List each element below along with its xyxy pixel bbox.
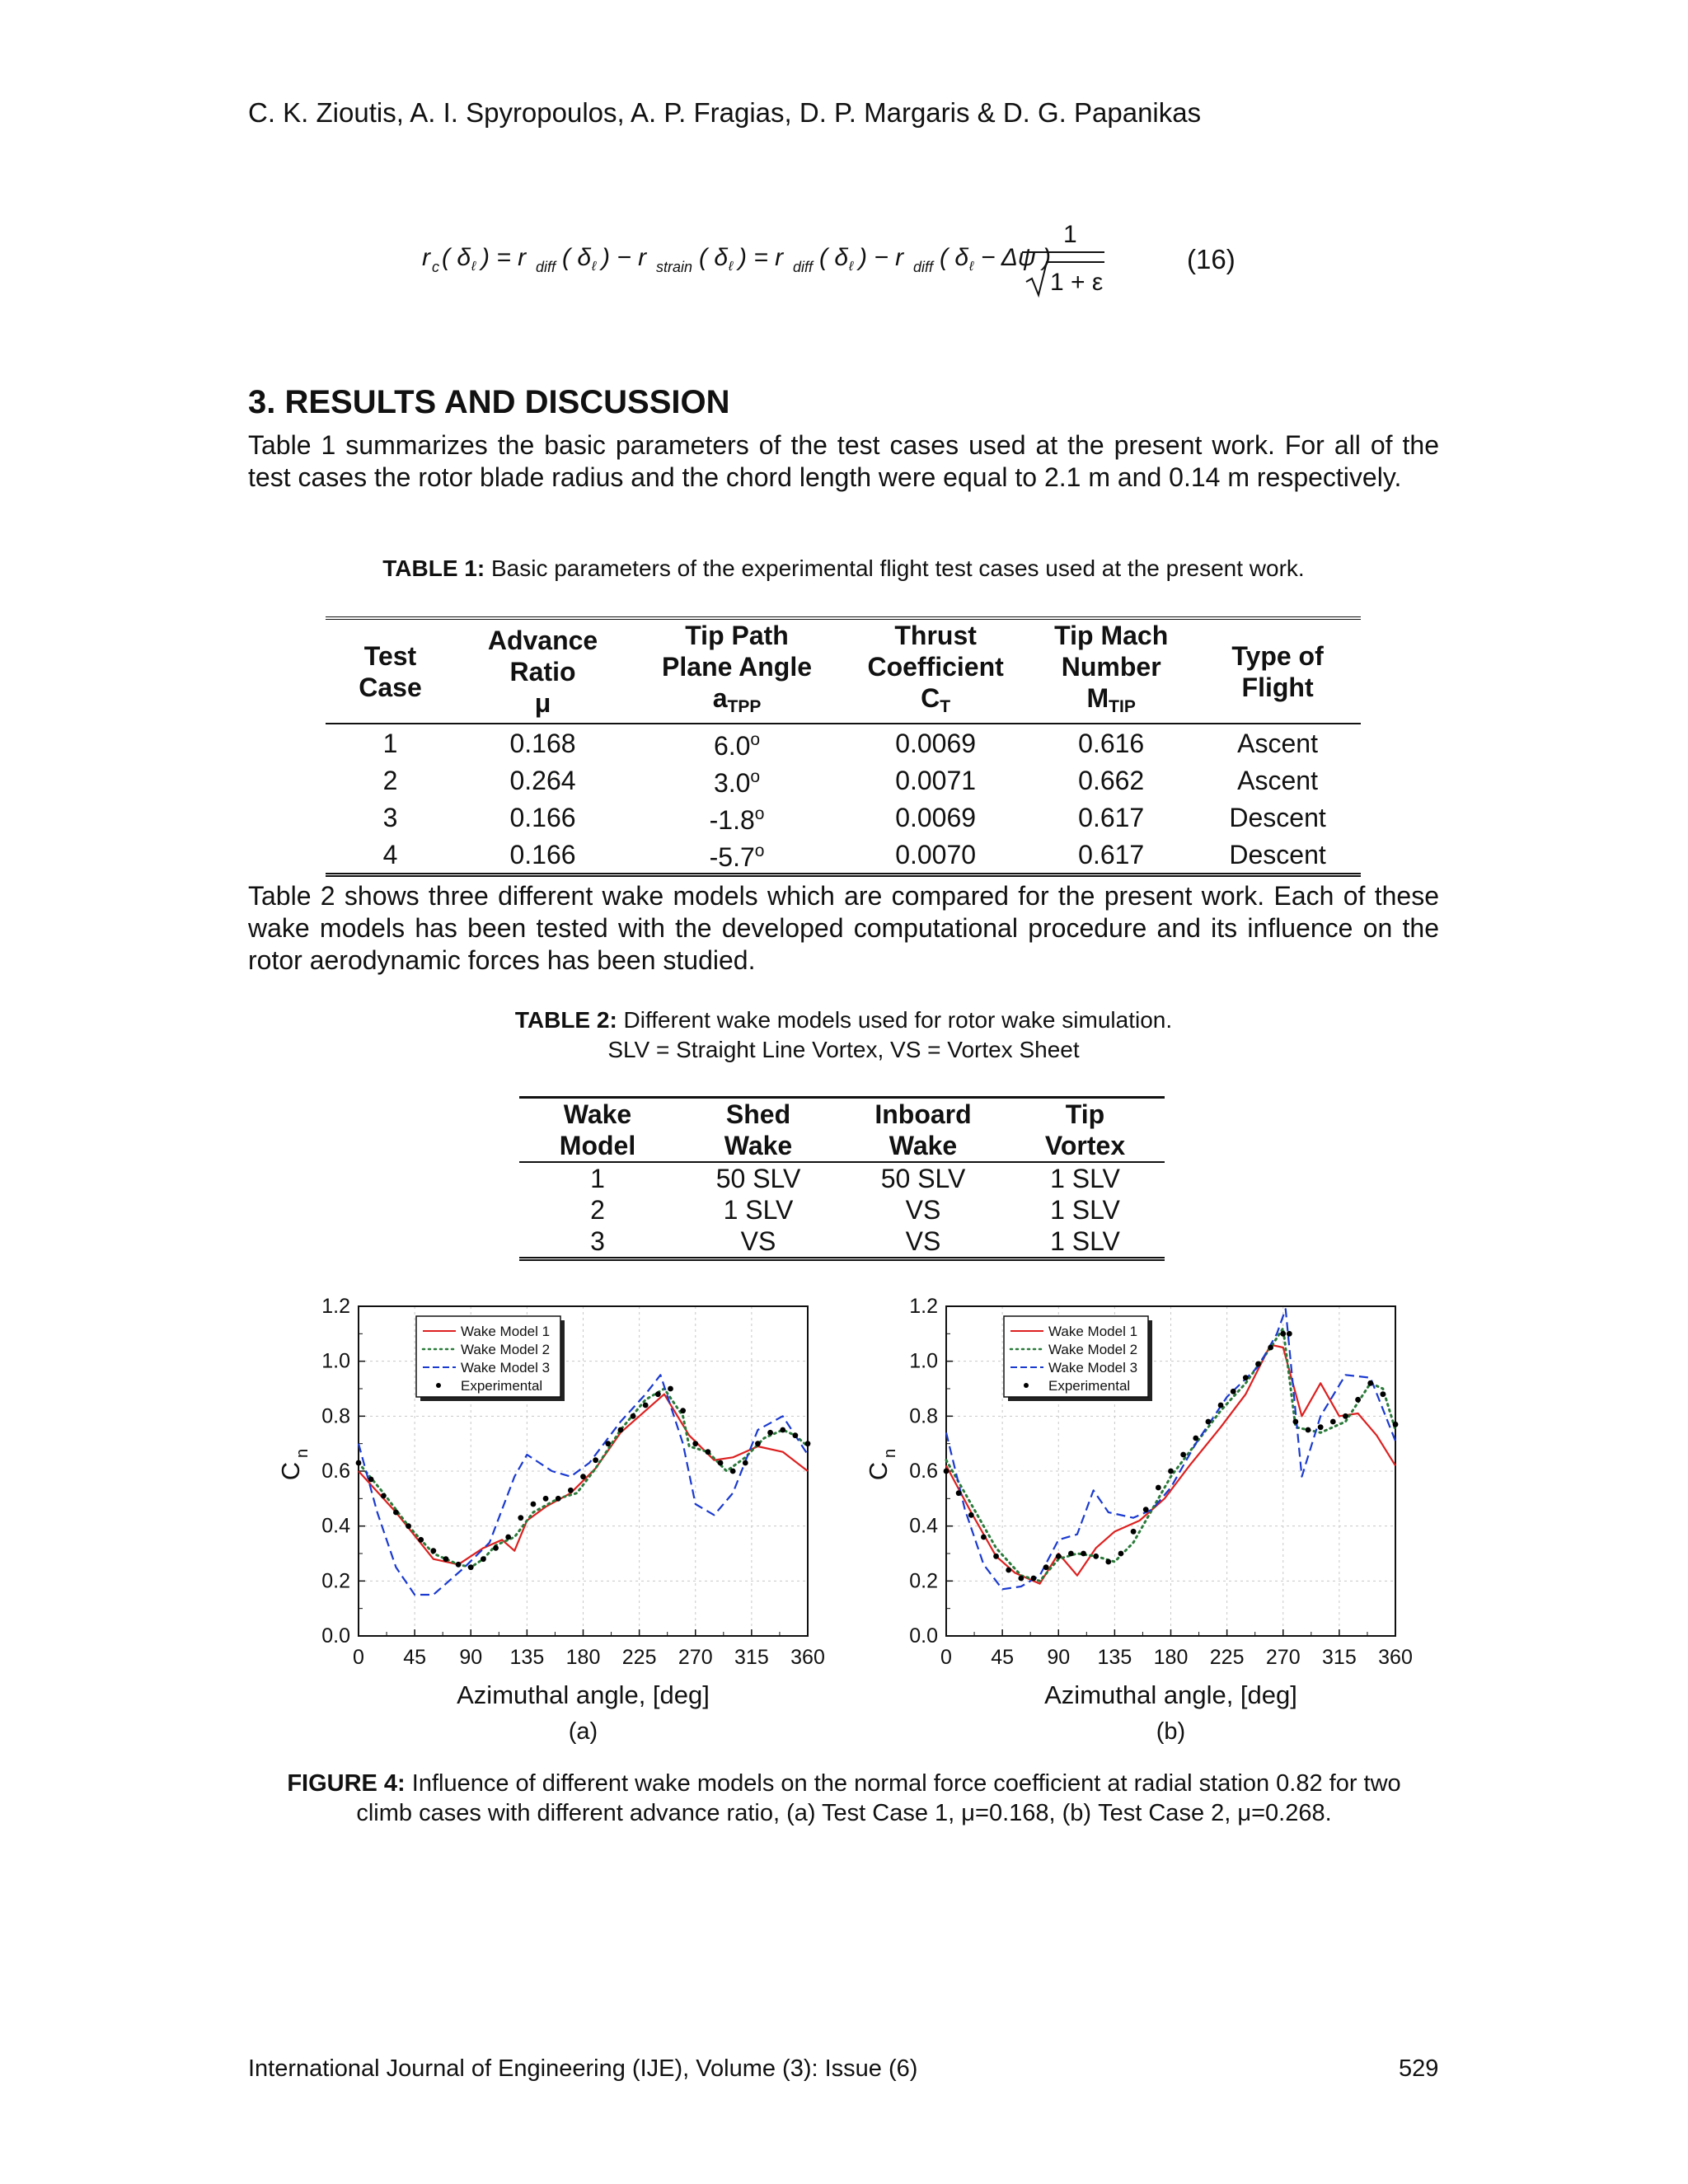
data-point bbox=[680, 1408, 686, 1413]
paragraph-intro: Table 1 summarizes the basic parameters of the test cases used at the present work. For all of the test cases the rotor blade radius and the chord length were equal to 2.1 m and 0.14 m respectively. bbox=[248, 430, 1439, 492]
y-axis-label-subscript: n bbox=[293, 1448, 312, 1458]
paragraph-wake-models: Table 2 shows three different wake models which are compared for the present work. Each of these wake models has been tested with the developed computational procedure and its influence on the rotor aerodynamic forces has been studied. bbox=[248, 881, 1439, 975]
table-cell: 50 SLV bbox=[880, 1164, 966, 1193]
x-tick-label: 45 bbox=[991, 1646, 1015, 1669]
legend-label: Wake Model 3 bbox=[461, 1360, 551, 1376]
table-cell: 2 bbox=[382, 765, 398, 795]
x-tick-label: 135 bbox=[1097, 1646, 1132, 1669]
table2-caption-text: Different wake models used for rotor wake simulation. bbox=[617, 1007, 1173, 1033]
data-point bbox=[805, 1441, 811, 1446]
data-point bbox=[430, 1548, 436, 1554]
svg-text:diff: diff bbox=[536, 259, 556, 275]
table-cell: 0.166 bbox=[509, 802, 576, 832]
table-cell: 1 bbox=[590, 1164, 605, 1193]
section-heading: 3. RESULTS AND DISCUSSION bbox=[248, 384, 730, 420]
data-point bbox=[643, 1403, 649, 1408]
legend bbox=[1004, 1316, 1152, 1401]
table-cell: -1.8$^o$ bbox=[709, 804, 765, 835]
data-point bbox=[730, 1469, 736, 1474]
table1-header-test: Test Case bbox=[326, 618, 455, 724]
svg-text:( δ: ( δ bbox=[442, 244, 471, 271]
table-cell: 0.617 bbox=[1078, 802, 1145, 832]
y-axis-label-text: C bbox=[864, 1461, 893, 1481]
svg-text:ℓ: ℓ bbox=[729, 260, 734, 274]
chart-b-container bbox=[851, 1294, 1445, 1760]
data-point bbox=[1231, 1389, 1236, 1394]
table2-header-tip: Tip Vortex bbox=[1006, 1098, 1165, 1163]
x-tick-label: 225 bbox=[1209, 1646, 1245, 1669]
legend-label: Wake Model 2 bbox=[1048, 1342, 1138, 1357]
data-point bbox=[705, 1449, 710, 1455]
y-tick-label: 0.6 bbox=[909, 1460, 938, 1483]
legend bbox=[416, 1316, 565, 1401]
data-point bbox=[655, 1391, 661, 1397]
legend-label: Experimental bbox=[461, 1378, 543, 1394]
table1-caption-label: TABLE 1: bbox=[382, 555, 485, 581]
legend-label: Wake Model 1 bbox=[461, 1324, 551, 1339]
data-point bbox=[518, 1515, 523, 1521]
y-tick-label: 1.2 bbox=[321, 1295, 350, 1318]
data-point bbox=[505, 1535, 511, 1540]
svg-text:1: 1 bbox=[1063, 221, 1077, 248]
y-tick-label: 0.8 bbox=[321, 1404, 350, 1428]
data-point bbox=[755, 1441, 761, 1446]
footer-page-number: 529 bbox=[1399, 2055, 1439, 2082]
x-tick-label: 135 bbox=[509, 1646, 545, 1669]
equation-number: (16) bbox=[1187, 244, 1236, 274]
x-tick-label: 270 bbox=[1265, 1646, 1301, 1669]
data-point bbox=[1156, 1485, 1161, 1491]
data-point bbox=[1367, 1380, 1373, 1386]
svg-text:( δ: ( δ bbox=[562, 244, 591, 271]
table-cell: 0.166 bbox=[509, 839, 576, 869]
table-cell: Ascent bbox=[1237, 765, 1318, 795]
table-cell: 1 bbox=[382, 728, 398, 758]
data-point bbox=[368, 1477, 374, 1483]
figure4-caption-line2: climb cases with different advance ratio, (a) Test Case 1, μ=0.168, (b) Test Case 2, μ=0.268. bbox=[356, 1800, 1332, 1826]
table-cell: 4 bbox=[382, 839, 398, 869]
table-row bbox=[326, 799, 1361, 836]
y-tick-label: 0.8 bbox=[909, 1404, 938, 1428]
data-point bbox=[1193, 1436, 1198, 1441]
data-point bbox=[993, 1554, 999, 1559]
x-tick-label: 315 bbox=[734, 1646, 769, 1669]
svg-text:r: r bbox=[422, 244, 430, 271]
svg-text:( δ: ( δ bbox=[699, 244, 728, 271]
data-point bbox=[956, 1490, 962, 1496]
data-point bbox=[968, 1512, 974, 1518]
y-axis-label-text: C bbox=[276, 1461, 305, 1481]
table-row bbox=[519, 1226, 1165, 1259]
data-point bbox=[568, 1488, 574, 1493]
svg-text:ℓ: ℓ bbox=[471, 260, 476, 274]
table-cell: -5.7$^o$ bbox=[709, 841, 765, 872]
data-point bbox=[1093, 1554, 1099, 1559]
data-point bbox=[1043, 1564, 1049, 1570]
table1-header-mach: Tip Mach Number $M_{TIP}$ bbox=[1028, 618, 1194, 724]
table-cell: 0.0071 bbox=[895, 765, 977, 795]
x-tick-label: 90 bbox=[459, 1646, 483, 1669]
data-point bbox=[718, 1460, 724, 1466]
table-cell: 3 bbox=[382, 802, 398, 832]
data-point bbox=[668, 1386, 673, 1392]
table-cell: VS bbox=[905, 1195, 941, 1225]
y-axis-label bbox=[276, 1449, 312, 1480]
svg-text:strain: strain bbox=[656, 259, 693, 275]
data-point bbox=[792, 1432, 798, 1438]
table1 bbox=[326, 616, 1361, 877]
table-cell: 0.617 bbox=[1078, 839, 1145, 869]
x-tick-label: 180 bbox=[565, 1646, 601, 1669]
chart-a bbox=[264, 1294, 857, 1755]
data-point bbox=[1168, 1469, 1174, 1474]
data-point bbox=[1180, 1452, 1186, 1458]
panel-label: (b) bbox=[1156, 1718, 1186, 1745]
svg-text:ℓ: ℓ bbox=[969, 260, 974, 274]
table-cell: Descent bbox=[1229, 802, 1326, 832]
table1-header-thrust: Thrust Coefficient $C_T$ bbox=[843, 618, 1028, 724]
x-tick-label: 225 bbox=[621, 1646, 657, 1669]
data-point bbox=[1318, 1424, 1324, 1430]
data-point bbox=[443, 1556, 449, 1562]
data-point bbox=[1287, 1331, 1292, 1337]
chart-a-container bbox=[264, 1294, 857, 1760]
y-tick-label: 0.2 bbox=[909, 1569, 938, 1593]
data-point bbox=[468, 1564, 474, 1570]
table-cell: 1 SLV bbox=[723, 1195, 794, 1225]
data-point bbox=[531, 1502, 537, 1507]
legend-marker bbox=[1024, 1383, 1029, 1388]
x-tick-label: 360 bbox=[1378, 1646, 1413, 1669]
x-tick-label: 180 bbox=[1153, 1646, 1189, 1669]
x-tick-label: 270 bbox=[678, 1646, 713, 1669]
svg-text:diff: diff bbox=[913, 259, 934, 275]
table2 bbox=[519, 1096, 1165, 1261]
y-tick-label: 0.0 bbox=[321, 1624, 350, 1647]
legend-label: Experimental bbox=[1048, 1378, 1131, 1394]
data-point bbox=[543, 1496, 549, 1502]
data-point bbox=[556, 1496, 561, 1502]
data-point bbox=[1343, 1413, 1348, 1419]
equation-16 bbox=[420, 216, 1245, 307]
data-point bbox=[1206, 1419, 1212, 1425]
table-cell: 0.616 bbox=[1078, 728, 1145, 758]
x-tick-label: 45 bbox=[403, 1646, 427, 1669]
table1-caption-text: Basic parameters of the experimental flight test cases used at the present work. bbox=[485, 555, 1305, 581]
table-row bbox=[326, 836, 1361, 875]
data-point bbox=[1131, 1529, 1137, 1535]
x-tick-label: 90 bbox=[1047, 1646, 1071, 1669]
footer-journal: International Journal of Engineering (IJE), Volume (3): Issue (6) bbox=[248, 2055, 918, 2082]
table-cell: 0.0070 bbox=[895, 839, 977, 869]
legend-label: Wake Model 1 bbox=[1048, 1324, 1138, 1339]
figure4-caption-text: Influence of different wake models on the normal force coefficient at radial station 0.82 for two bbox=[405, 1770, 1401, 1797]
data-point bbox=[631, 1413, 636, 1419]
table-row bbox=[326, 724, 1361, 762]
svg-text:ℓ: ℓ bbox=[849, 260, 854, 274]
data-point bbox=[393, 1510, 399, 1516]
table-cell: 0.264 bbox=[509, 765, 576, 795]
data-point bbox=[1006, 1568, 1011, 1573]
svg-text:) − r: ) − r bbox=[602, 244, 647, 271]
data-point bbox=[1068, 1551, 1074, 1557]
svg-text:− Δψ ): − Δψ ) bbox=[981, 244, 1052, 271]
table2-header-row bbox=[519, 1098, 1165, 1163]
data-point bbox=[618, 1427, 624, 1433]
table2-caption bbox=[248, 1005, 1439, 1065]
data-point bbox=[1218, 1403, 1224, 1408]
y-tick-label: 0.0 bbox=[909, 1624, 938, 1647]
x-tick-label: 360 bbox=[790, 1646, 825, 1669]
x-tick-label: 0 bbox=[940, 1646, 952, 1669]
data-point bbox=[593, 1457, 598, 1463]
x-tick-label: 315 bbox=[1322, 1646, 1357, 1669]
data-point bbox=[1280, 1331, 1286, 1337]
y-tick-label: 1.0 bbox=[909, 1349, 938, 1373]
data-point bbox=[406, 1523, 411, 1529]
table1-header-advance: Advance Ratio μ bbox=[455, 618, 631, 724]
svg-text:ℓ: ℓ bbox=[592, 260, 597, 274]
table-row bbox=[519, 1194, 1165, 1226]
table-cell: 1 SLV bbox=[1050, 1164, 1120, 1193]
svg-text:) = r: ) = r bbox=[481, 244, 527, 271]
chart-b bbox=[851, 1294, 1445, 1755]
svg-text:( δ: ( δ bbox=[819, 244, 848, 271]
figure4-caption-label: FIGURE 4: bbox=[287, 1770, 406, 1797]
x-tick-label: 0 bbox=[353, 1646, 364, 1669]
table2-header-model: Wake Model bbox=[519, 1098, 676, 1163]
data-point bbox=[1380, 1391, 1386, 1397]
y-tick-label: 0.4 bbox=[909, 1514, 938, 1538]
data-point bbox=[1393, 1422, 1399, 1427]
table2-header-shed: Shed Wake bbox=[676, 1098, 841, 1163]
svg-text:1 + ε: 1 + ε bbox=[1050, 269, 1104, 296]
x-axis-label: Azimuthal angle, [deg] bbox=[457, 1680, 710, 1709]
table-cell: 50 SLV bbox=[715, 1164, 801, 1193]
y-axis-label-subscript: n bbox=[881, 1448, 899, 1458]
y-tick-label: 1.0 bbox=[321, 1349, 350, 1373]
data-point bbox=[1330, 1419, 1336, 1425]
table-row bbox=[519, 1162, 1165, 1194]
data-point bbox=[1143, 1507, 1149, 1512]
data-point bbox=[692, 1441, 698, 1446]
svg-text:diff: diff bbox=[793, 259, 814, 275]
x-axis-label: Azimuthal angle, [deg] bbox=[1044, 1680, 1297, 1709]
data-point bbox=[780, 1427, 785, 1433]
table2-header-inboard: Inboard Wake bbox=[841, 1098, 1006, 1163]
table1-header-flight: Type of Flight bbox=[1194, 618, 1361, 724]
data-point bbox=[1306, 1427, 1311, 1433]
data-point bbox=[1243, 1375, 1249, 1380]
data-point bbox=[1118, 1551, 1124, 1557]
legend-marker bbox=[436, 1383, 441, 1388]
table-cell: 3 bbox=[590, 1226, 605, 1256]
data-point bbox=[381, 1493, 387, 1499]
table-row bbox=[326, 762, 1361, 799]
svg-text:) = r: ) = r bbox=[738, 244, 784, 271]
table-cell: 1 SLV bbox=[1050, 1226, 1120, 1256]
data-point bbox=[1018, 1576, 1024, 1582]
data-point bbox=[944, 1469, 950, 1474]
y-tick-label: 0.2 bbox=[321, 1569, 350, 1593]
table-cell: 0.662 bbox=[1078, 765, 1145, 795]
data-point bbox=[456, 1562, 462, 1568]
y-tick-label: 1.2 bbox=[909, 1295, 938, 1318]
legend-label: Wake Model 3 bbox=[1048, 1360, 1138, 1376]
y-tick-label: 0.6 bbox=[321, 1460, 350, 1483]
data-point bbox=[1255, 1361, 1261, 1367]
legend-label: Wake Model 2 bbox=[461, 1342, 551, 1357]
table2-caption-line2: SLV = Straight Line Vortex, VS = Vortex Sheet bbox=[607, 1037, 1080, 1062]
data-point bbox=[1355, 1397, 1361, 1403]
y-tick-label: 0.4 bbox=[321, 1514, 350, 1538]
data-point bbox=[1268, 1345, 1273, 1351]
table-cell: 1 SLV bbox=[1050, 1195, 1120, 1225]
table-cell: VS bbox=[905, 1226, 941, 1256]
equation-graphic bbox=[420, 216, 1245, 307]
data-point bbox=[1081, 1551, 1086, 1557]
table2-caption-label: TABLE 2: bbox=[514, 1007, 617, 1033]
table1-header-row bbox=[326, 618, 1361, 724]
data-point bbox=[418, 1537, 424, 1543]
table-cell: 2 bbox=[590, 1195, 605, 1225]
svg-text:) − r: ) − r bbox=[859, 244, 904, 271]
table-cell: 0.0069 bbox=[895, 728, 977, 758]
data-point bbox=[493, 1545, 499, 1551]
data-point bbox=[767, 1430, 773, 1436]
data-point bbox=[1056, 1554, 1062, 1559]
data-point bbox=[981, 1535, 987, 1540]
data-point bbox=[1031, 1576, 1037, 1582]
table-cell: Descent bbox=[1229, 839, 1326, 869]
table1-header-tpp: Tip Path Plane Angle $a_{TPP}$ bbox=[631, 618, 843, 724]
data-point bbox=[743, 1460, 748, 1466]
table1-caption bbox=[248, 554, 1439, 583]
table-cell: Ascent bbox=[1237, 728, 1318, 758]
table-cell: 3.0$^o$ bbox=[713, 767, 761, 798]
data-point bbox=[605, 1441, 611, 1446]
svg-text:( δ: ( δ bbox=[940, 244, 968, 271]
panel-label: (a) bbox=[568, 1718, 598, 1745]
data-point bbox=[481, 1556, 486, 1562]
data-point bbox=[580, 1474, 586, 1479]
figure4-caption bbox=[206, 1769, 1482, 1828]
table-cell: VS bbox=[740, 1226, 776, 1256]
svg-text:c: c bbox=[432, 259, 439, 275]
running-header-authors: C. K. Zioutis, A. I. Spyropoulos, A. P. Fragias, D. P. Margaris & D. G. Papanikas bbox=[248, 97, 1202, 128]
table-cell: 0.168 bbox=[509, 728, 576, 758]
y-axis-label bbox=[864, 1449, 899, 1480]
data-point bbox=[356, 1460, 362, 1466]
data-point bbox=[1105, 1559, 1111, 1565]
data-point bbox=[1292, 1419, 1298, 1425]
table-cell: 6.0$^o$ bbox=[713, 730, 761, 761]
table-cell: 0.0069 bbox=[895, 802, 977, 832]
